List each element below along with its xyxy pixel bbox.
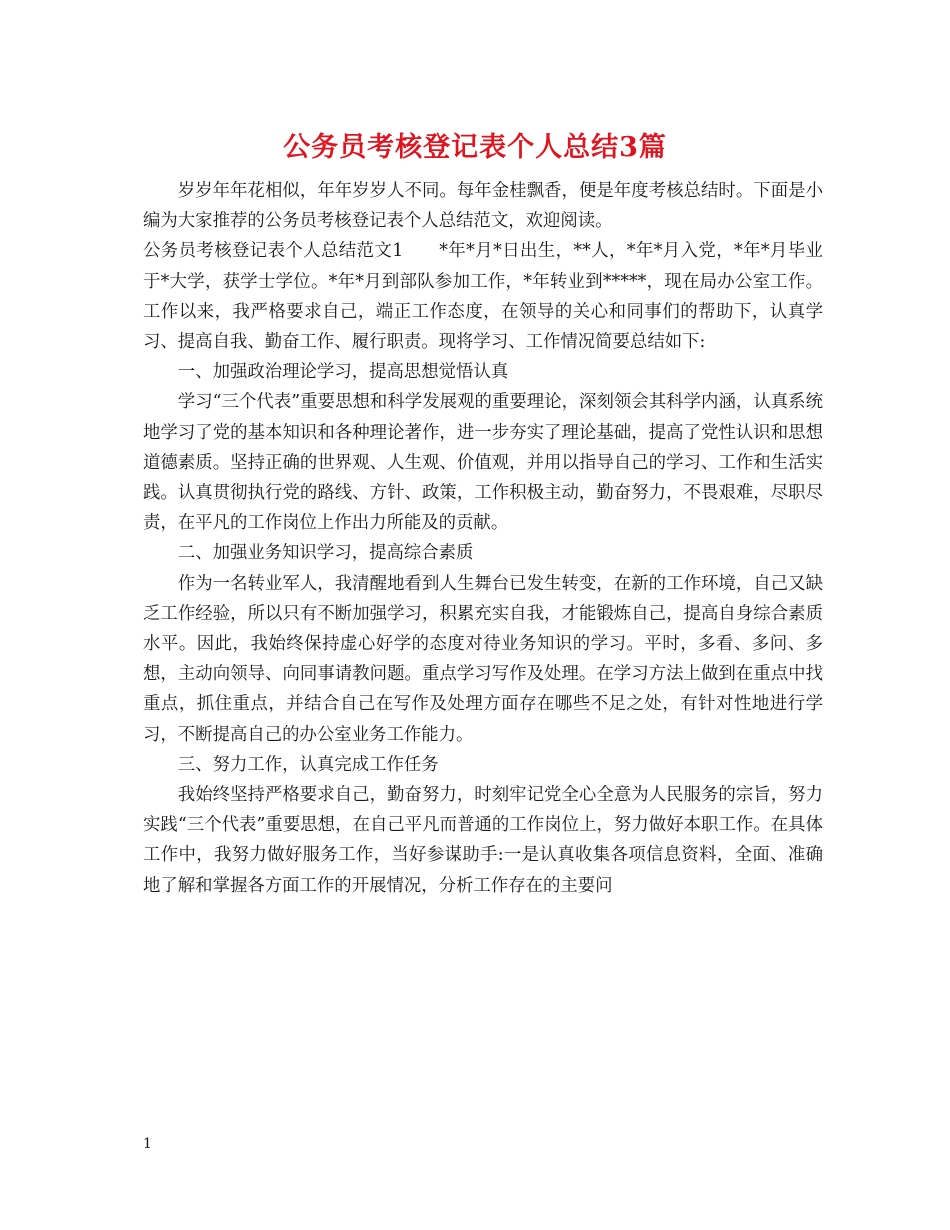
- document-body: [143, 176, 823, 901]
- intro-paragraph: 岁岁年年花相似，年年岁岁人不同。每年金桂飘香，便是年度考核总结时。下面是小编为大家推荐的公务员考核登记表个人总结范文，欢迎阅读。: [143, 181, 823, 232]
- section-heading-two: 二、加强业务知识学习，提高综合素质: [177, 543, 474, 564]
- section-two-paragraph: 作为一名转业军人，我清醒地看到人生舞台已发生转变，在新的工作环境，自己又缺乏工作经验，所以只有不断加强学习，积累充实自我，才能锻炼自己，提高自身综合素质水平。因此，我始终保持虚心好学的态度对待业务知识的学习。平时，多看、多问、多想，主动向领导、向同事请教问题。重点学习写作及处理。在学习方法上做到在重点中找重点，抓住重点，并结合自己在写作及处理方面存在哪些不足之处，有针对性地进行学习，不断提高自己的办公室业务工作能力。: [143, 573, 823, 745]
- section-three-paragraph: 我始终坚持严格要求自己，勤奋努力，时刻牢记党全心全意为人民服务的宗旨，努力实践“三个代表”重要思想，在自己平凡而普通的工作岗位上，努力做好本职工作。在具体工作中，我努力做好服务工作，当好参谋助手:一是认真收集各项信息资料，全面、准确地了解和掌握各方面工作的开展情况，分析工作存在的主要问: [143, 785, 823, 896]
- section-one-paragraph: 学习“三个代表”重要思想和科学发展观的重要理论，深刻领会其科学内涵，认真系统地学习了党的基本知识和各种理论著作，进一步夯实了理论基础，提高了党性认识和思想道德素质。坚持正确的世界观、人生观、价值观，并用以指导自己的学习、工作和生活实践。认真贯彻执行党的路线、方针、政策，工作积极主动，勤奋努力，不畏艰难，尽职尽责，在平凡的工作岗位上作出力所能及的贡献。: [143, 392, 823, 534]
- section-heading-three: 三、努力工作，认真完成工作任务: [177, 754, 439, 775]
- section-heading-one: 一、加强政治理论学习，提高思想觉悟认真: [177, 362, 509, 383]
- page-title: 公务员考核登记表个人总结3篇: [283, 132, 667, 163]
- page-number: 1: [143, 1136, 152, 1152]
- sample-one-paragraph: 公务员考核登记表个人总结范文1 *年*月*日出生，**人，*年*月入党，*年*月毕业于*大学，获学士学位。*年*月到部队参加工作，*年转业到*****，现在局办公室工作。工作以来，我严格要求自己，端正工作态度，在领导的关心和同事们的帮助下，认真学习、提高自我、勤奋工作、履行职责。现将学习、工作情况简要总结如下:: [143, 241, 823, 353]
